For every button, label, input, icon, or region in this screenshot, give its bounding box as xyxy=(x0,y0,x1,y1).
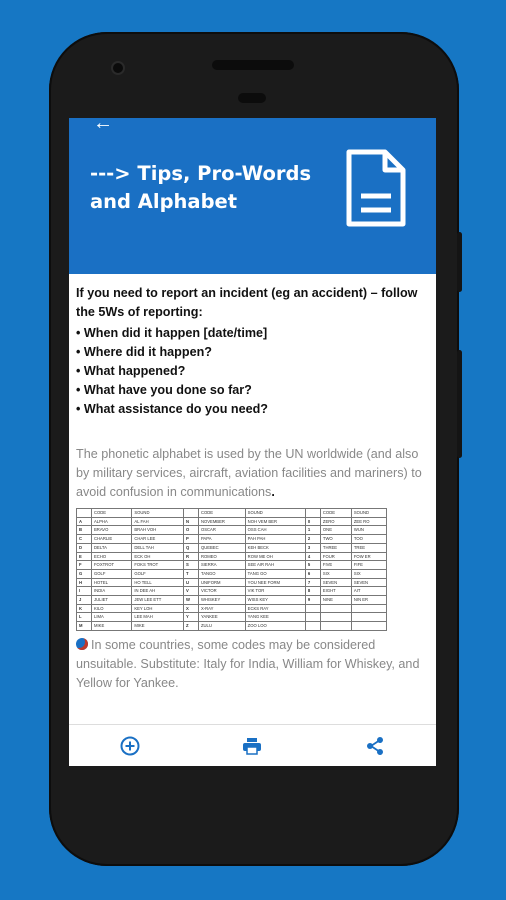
share-icon[interactable] xyxy=(364,735,386,757)
table-cell: S xyxy=(183,561,198,570)
substitution-note xyxy=(76,636,428,693)
table-cell: TWO xyxy=(320,535,351,544)
table-cell: U xyxy=(183,578,198,587)
table-cell xyxy=(305,613,320,622)
table-cell xyxy=(351,613,386,622)
table-cell: VICTOR xyxy=(198,587,245,596)
table-cell: OSCAR xyxy=(198,526,245,535)
table-cell: ALPHA xyxy=(92,517,132,526)
table-cell: 5 xyxy=(305,561,320,570)
app-screen xyxy=(69,118,436,766)
globe-icon xyxy=(76,638,88,650)
table-header-row xyxy=(77,509,387,518)
table-cell: ONE xyxy=(320,526,351,535)
table-cell: O xyxy=(183,526,198,535)
table-cell: NINE xyxy=(320,596,351,605)
table-cell: CODE xyxy=(198,509,245,518)
table-row xyxy=(77,561,387,570)
table-cell: F xyxy=(77,561,92,570)
table-cell: SEVEN xyxy=(320,578,351,587)
table-cell: FIFE xyxy=(351,561,386,570)
table-cell: HO TELL xyxy=(132,578,184,587)
table-cell: 4 xyxy=(305,552,320,561)
sensor xyxy=(238,93,266,103)
bottom-action-bar xyxy=(69,724,436,766)
table-cell: V xyxy=(183,587,198,596)
table-cell: ROW ME OH xyxy=(245,552,305,561)
reporting-list xyxy=(76,324,428,419)
page-title: ---> Tips, Pro-Words and Alphabet xyxy=(90,162,312,213)
table-cell: FOW ER xyxy=(351,552,386,561)
article-content xyxy=(76,284,428,740)
table-cell: SOUND xyxy=(245,509,305,518)
table-cell: D xyxy=(77,543,92,552)
table-cell: JULIET xyxy=(92,596,132,605)
table-cell: J xyxy=(77,596,92,605)
table-row xyxy=(77,587,387,596)
table-cell: ZERO xyxy=(320,517,351,526)
table-cell: NOH VEM BER xyxy=(245,517,305,526)
table-row xyxy=(77,552,387,561)
table-cell: AL FAH xyxy=(132,517,184,526)
table-cell: INDIA xyxy=(92,587,132,596)
table-cell: TREE xyxy=(351,543,386,552)
table-cell: BRAH VOH xyxy=(132,526,184,535)
table-cell: ZULU xyxy=(198,622,245,631)
table-cell: H xyxy=(77,578,92,587)
phonetic-paragraph xyxy=(76,445,428,502)
table-cell: 8 xyxy=(305,587,320,596)
table-cell: VIK TOR xyxy=(245,587,305,596)
arrow-left-icon[interactable]: ← xyxy=(93,118,113,134)
table-cell: IN DEE AH xyxy=(132,587,184,596)
table-cell: FIVE xyxy=(320,561,351,570)
table-cell: THREE xyxy=(320,543,351,552)
table-cell: PAH PAH xyxy=(245,535,305,544)
table-cell: TANG GO xyxy=(245,569,305,578)
volume-button xyxy=(457,350,462,458)
table-cell xyxy=(77,509,92,518)
table-cell: DELTA xyxy=(92,543,132,552)
table-cell: FOXTROT xyxy=(92,561,132,570)
table-cell: Y xyxy=(183,613,198,622)
earpiece-speaker xyxy=(212,60,294,70)
list-item: • Where did it happen? xyxy=(76,343,428,362)
table-cell: TANGO xyxy=(198,569,245,578)
table-cell: SOUND xyxy=(132,509,184,518)
add-circle-icon[interactable] xyxy=(119,735,141,757)
list-item: • What have you done so far? xyxy=(76,381,428,400)
table-cell: E xyxy=(77,552,92,561)
table-cell: A xyxy=(77,517,92,526)
list-item: • What assistance do you need? xyxy=(76,400,428,419)
table-cell: GOLF xyxy=(92,569,132,578)
list-item: • What happened? xyxy=(76,362,428,381)
table-cell xyxy=(320,604,351,613)
table-cell: ECK OH xyxy=(132,552,184,561)
table-cell: T xyxy=(183,569,198,578)
table-cell: KEY LOH xyxy=(132,604,184,613)
power-button xyxy=(457,232,462,292)
table-cell xyxy=(351,622,386,631)
table-row xyxy=(77,613,387,622)
table-cell: GOLF xyxy=(132,569,184,578)
table-cell: X xyxy=(183,604,198,613)
table-row xyxy=(77,578,387,587)
table-cell: CHAR LEE xyxy=(132,535,184,544)
table-cell: DELL TAH xyxy=(132,543,184,552)
phonetic-period: . xyxy=(271,485,275,499)
table-cell: ZOO LOO xyxy=(245,622,305,631)
app-header xyxy=(69,118,436,274)
table-cell xyxy=(320,613,351,622)
table-cell: PAPA xyxy=(198,535,245,544)
table-cell: I xyxy=(77,587,92,596)
table-cell: MIKE xyxy=(92,622,132,631)
table-cell: B xyxy=(77,526,92,535)
table-cell: 6 xyxy=(305,569,320,578)
table-cell: FOUR xyxy=(320,552,351,561)
table-cell: P xyxy=(183,535,198,544)
table-cell: YANG KEE xyxy=(245,613,305,622)
table-cell: Q xyxy=(183,543,198,552)
table-row xyxy=(77,517,387,526)
table-cell xyxy=(305,604,320,613)
phonetic-alphabet-table xyxy=(76,508,387,631)
table-cell: JEW LEE ETT xyxy=(132,596,184,605)
table-cell: NOVEMBER xyxy=(198,517,245,526)
table-cell: WHISKEY xyxy=(198,596,245,605)
table-cell: MIKE xyxy=(132,622,184,631)
table-cell: G xyxy=(77,569,92,578)
table-cell: R xyxy=(183,552,198,561)
table-row xyxy=(77,622,387,631)
table-cell: FOKS TROT xyxy=(132,561,184,570)
table-cell: SIERRA xyxy=(198,561,245,570)
table-cell: SEE AIR RAH xyxy=(245,561,305,570)
table-cell: 1 xyxy=(305,526,320,535)
table-cell: W xyxy=(183,596,198,605)
table-cell: 0 xyxy=(305,517,320,526)
table-cell: L xyxy=(77,613,92,622)
document-icon xyxy=(345,148,407,228)
table-cell: CODE xyxy=(320,509,351,518)
table-cell: EIGHT xyxy=(320,587,351,596)
print-icon[interactable] xyxy=(241,735,263,757)
table-cell: SIX xyxy=(351,569,386,578)
table-cell: K xyxy=(77,604,92,613)
table-cell: KEH BECK xyxy=(245,543,305,552)
table-row xyxy=(77,526,387,535)
table-cell: SEVEN xyxy=(351,578,386,587)
table-cell: Z xyxy=(183,622,198,631)
table-row xyxy=(77,604,387,613)
table-cell: YOU NEE FORM xyxy=(245,578,305,587)
table-cell: QUEBEC xyxy=(198,543,245,552)
table-cell xyxy=(305,509,320,518)
list-item: • When did it happen [date/time] xyxy=(76,324,428,343)
table-cell xyxy=(305,622,320,631)
table-row xyxy=(77,596,387,605)
table-cell: UNIFORM xyxy=(198,578,245,587)
table-cell: BRAVO xyxy=(92,526,132,535)
table-cell: WISS KEY xyxy=(245,596,305,605)
table-cell: WUN xyxy=(351,526,386,535)
table-cell: X-RAY xyxy=(198,604,245,613)
table-cell xyxy=(351,604,386,613)
table-cell: NIN ER xyxy=(351,596,386,605)
table-cell: HOTEL xyxy=(92,578,132,587)
phonetic-text: The phonetic alphabet is used by the UN worldwide (and also by military services, aircraft, aviation facilities and mariners) to avoid confusion in communications xyxy=(76,447,422,499)
table-cell xyxy=(183,509,198,518)
table-cell: 7 xyxy=(305,578,320,587)
table-cell: KILO xyxy=(92,604,132,613)
table-cell: ECKS RAY xyxy=(245,604,305,613)
table-cell: SOUND xyxy=(351,509,386,518)
table-cell: M xyxy=(77,622,92,631)
table-cell: ROMEO xyxy=(198,552,245,561)
table-row xyxy=(77,543,387,552)
table-cell: ZEE RO xyxy=(351,517,386,526)
table-cell: C xyxy=(77,535,92,544)
note-text: In some countries, some codes may be considered unsuitable. Substitute: Italy for India, William for Whiskey, and Yellow for Yankee. xyxy=(76,637,420,690)
table-cell: AIT xyxy=(351,587,386,596)
table-cell: SIX xyxy=(320,569,351,578)
intro-text: If you need to report an incident (eg an accident) – follow the 5Ws of reporting: xyxy=(76,286,418,319)
table-cell: 9 xyxy=(305,596,320,605)
table-cell: N xyxy=(183,517,198,526)
table-cell: TOO xyxy=(351,535,386,544)
table-row xyxy=(77,535,387,544)
table-cell: OSS CAH xyxy=(245,526,305,535)
table-cell: 3 xyxy=(305,543,320,552)
table-cell: CHARLIE xyxy=(92,535,132,544)
front-camera xyxy=(113,63,123,73)
table-cell: CODE xyxy=(92,509,132,518)
table-cell: LIMA xyxy=(92,613,132,622)
table-cell: YANKEE xyxy=(198,613,245,622)
table-cell: 2 xyxy=(305,535,320,544)
table-cell: LEE MAH xyxy=(132,613,184,622)
table-cell xyxy=(320,622,351,631)
table-row xyxy=(77,569,387,578)
table-cell: ECHO xyxy=(92,552,132,561)
